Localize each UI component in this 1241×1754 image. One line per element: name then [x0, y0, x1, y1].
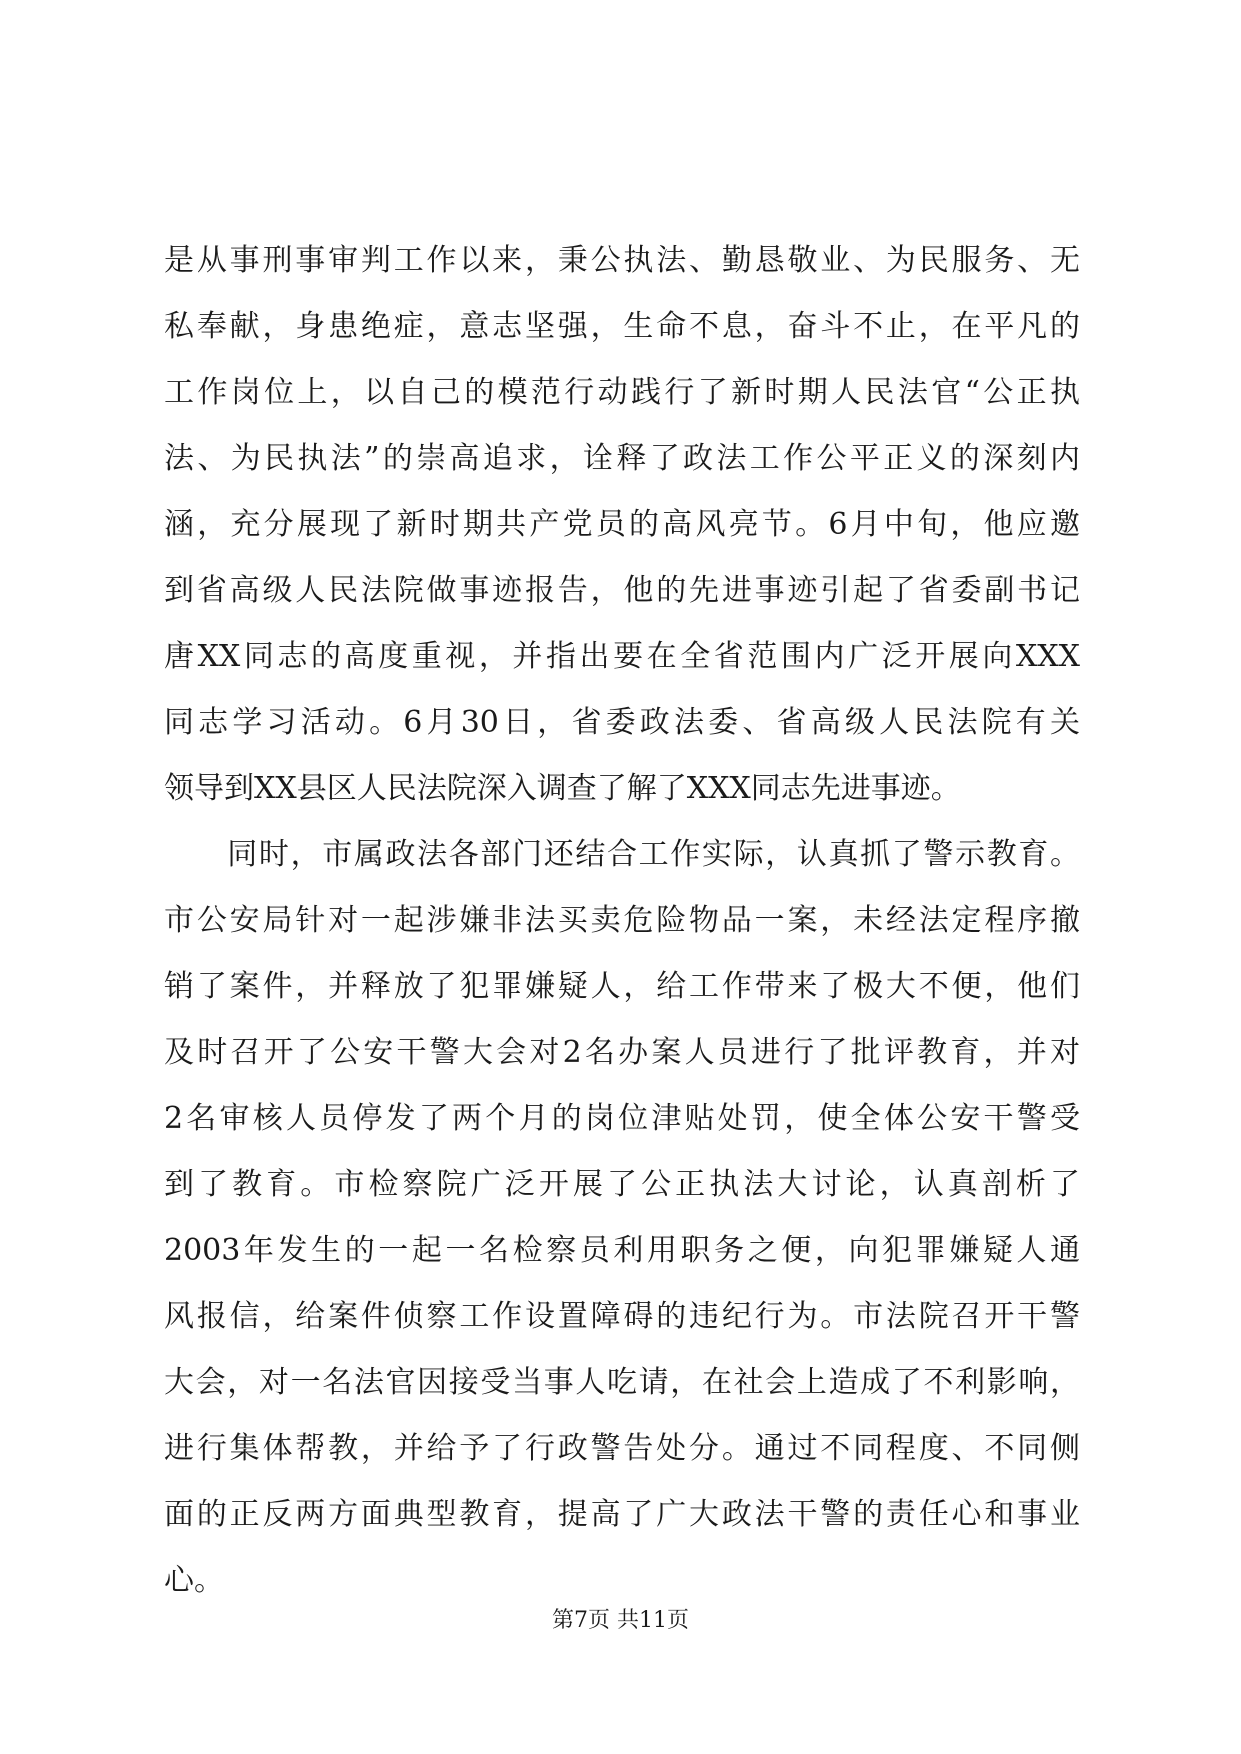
text-line: 2名审核人员停发了两个月的岗位津贴处罚，使全体公安干警受 [164, 1101, 1080, 1136]
text-line: 风报信，给案件侦察工作设置障碍的违纪行为。市法院召开干警 [164, 1299, 1080, 1334]
text-line: 面的正反两方面典型教育，提高了广大政法干警的责任心和事业 [164, 1497, 1080, 1532]
paragraph-1 [164, 228, 1080, 822]
body-text [164, 228, 1080, 1614]
text-line: 私奉献，身患绝症，意志坚强，生命不息，奋斗不止，在平凡的 [164, 309, 1080, 344]
text-line: 同志学习活动。6月30日，省委政法委、省高级人民法院有关 [164, 705, 1080, 740]
text-line: 法、为民执法”的崇高追求，诠释了政法工作公平正义的深刻内 [164, 441, 1080, 476]
text-line: 涵，充分展现了新时期共产党员的高风亮节。6月中旬，他应邀 [164, 507, 1080, 542]
text-line: 同时，市属政法各部门还结合工作实际，认真抓了警示教育。 [164, 837, 1080, 872]
text-line: 大会，对一名法官因接受当事人吃请，在社会上造成了不利影响， [164, 1365, 1080, 1400]
text-line: 销了案件，并释放了犯罪嫌疑人，给工作带来了极大不便，他们 [164, 969, 1080, 1004]
paragraph-2 [164, 822, 1080, 1614]
text-line: 2003年发生的一起一名检察员利用职务之便，向犯罪嫌疑人通 [164, 1233, 1080, 1268]
text-line: 到省高级人民法院做事迹报告，他的先进事迹引起了省委副书记 [164, 573, 1080, 608]
text-line: 领导到XX县区人民法院深入调查了解了XXX同志先进事迹。 [164, 771, 961, 806]
text-line: 是从事刑事审判工作以来，秉公执法、勤恳敬业、为民服务、无 [164, 243, 1080, 278]
page-number: 第7页 共11页 [552, 1608, 689, 1633]
text-line: 市公安局针对一起涉嫌非法买卖危险物品一案，未经法定程序撤 [164, 903, 1080, 938]
text-line: 心。 [164, 1563, 224, 1598]
text-line: 工作岗位上，以自己的模范行动践行了新时期人民法官“公正执 [164, 375, 1080, 410]
text-line: 进行集体帮教，并给予了行政警告处分。通过不同程度、不同侧 [164, 1431, 1080, 1466]
text-line: 到了教育。市检察院广泛开展了公正执法大讨论，认真剖析了 [164, 1167, 1080, 1202]
text-line: 及时召开了公安干警大会对2名办案人员进行了批评教育，并对 [164, 1035, 1080, 1070]
text-line: 唐XX同志的高度重视，并指出要在全省范围内广泛开展向XXX [164, 639, 1080, 674]
